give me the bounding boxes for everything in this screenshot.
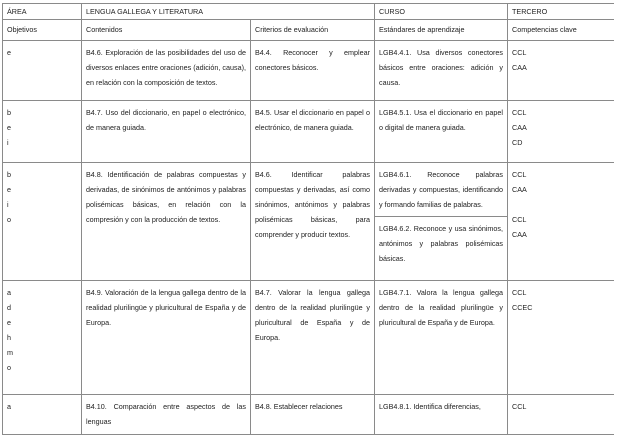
column-header-estandares: Estándares de aprendizaje [375, 20, 508, 41]
contenidos-cell: B4.9. Valoración de la lengua gallega dentro de la realidad plurilingüe y pluricultural de España y de Europa. [82, 281, 251, 395]
table-row [3, 395, 615, 435]
table-row [3, 281, 615, 395]
curriculum-table [2, 3, 614, 435]
objective-letter: h [7, 333, 11, 342]
competence-code: CCL [512, 215, 527, 224]
objective-letter: e [7, 318, 11, 327]
contenidos-cell: B4.6. Exploración de las posibilidades del uso de diversos enlaces entre oraciones (adición, causa), en relación con la composición de textos. [82, 41, 251, 101]
competence-code [512, 197, 610, 212]
objective-letter: o [7, 363, 11, 372]
standard-text: LGB4.8.1. Identifica diferencias, [379, 402, 481, 411]
criterios-cell: B4.6. Identificar palabras compuestas y derivadas, así como sinónimos, antónimos y palabras polisémicas básicas, para comprender y producir textos. [251, 163, 375, 281]
objective-letter: i [7, 138, 9, 147]
contenidos-cell: B4.10. Comparación entre aspectos de las lenguas [82, 395, 251, 435]
objective-letter: d [7, 303, 11, 312]
objective-letter: a [7, 288, 11, 297]
column-header-contenidos: Contenidos [82, 20, 251, 41]
criterios-cell: B4.8. Establecer relaciones [251, 395, 375, 435]
column-header-objetivos: Objetivos [3, 20, 82, 41]
objective-letter: i [7, 200, 9, 209]
estandares-cell [375, 163, 508, 281]
competence-code: CAA [512, 185, 527, 194]
column-header-competencias: Competencias clave [508, 20, 614, 41]
competence-code: CAA [512, 63, 527, 72]
competence-code: CAA [512, 230, 527, 239]
table-row [3, 101, 615, 163]
estandares-cell [375, 281, 508, 395]
subject-title: LENGUA GALLEGA Y LITERATURA [82, 4, 375, 20]
objetivos-cell [3, 163, 82, 281]
competence-code: CCL [512, 170, 527, 179]
objetivos-cell [3, 281, 82, 395]
contenidos-cell: B4.8. Identificación de palabras compuestas y derivadas, de sinónimos de antónimos y palabras polisémicas básicas, en relación con la compresión y con la producción de textos. [82, 163, 251, 281]
standard-text: LGB4.7.1. Valora la lengua gallega dentro de la realidad plurilingüe y pluricultural de España y de Europa. [379, 288, 504, 327]
estandares-cell [375, 41, 508, 101]
estandares-cell [375, 101, 508, 163]
objetivos-cell [3, 41, 82, 101]
area-label: ÁREA [3, 4, 82, 20]
competence-code: CCL [512, 402, 527, 411]
column-header-row [3, 20, 615, 41]
competencias-cell [508, 41, 614, 101]
column-header-criterios: Criterios de evaluación [251, 20, 375, 41]
competencias-cell [508, 395, 614, 435]
objective-letter: b [7, 170, 11, 179]
criterios-cell: B4.4. Reconocer y emplear conectores básicos. [251, 41, 375, 101]
course-value: TERCERO [508, 4, 614, 20]
estandares-cell [375, 395, 508, 435]
objective-letter: e [7, 123, 11, 132]
standard-text: LGB4.6.1. Reconoce palabras derivadas y compuestas, identificando y formando familias de palabras. [379, 170, 504, 209]
contenidos-cell: B4.7. Uso del diccionario, en papel o electrónico, de manera guiada. [82, 101, 251, 163]
competencias-cell [508, 163, 614, 281]
objective-letter: m [7, 348, 13, 357]
criterios-cell: B4.7. Valorar la lengua gallega dentro de la realidad plurilingüe y pluricultural de España y de Europa. [251, 281, 375, 395]
objetivos-cell [3, 395, 82, 435]
standard-text: LGB4.4.1. Usa diversos conectores básicos entre oraciones: adición y causa. [379, 48, 504, 87]
competence-code: CAA [512, 123, 527, 132]
competence-code: CCL [512, 288, 527, 297]
competence-code: CD [512, 138, 523, 147]
competence-code: CCEC [512, 303, 533, 312]
objetivos-cell [3, 101, 82, 163]
objective-letter: e [7, 185, 11, 194]
curriculum-sheet [2, 3, 614, 439]
objective-letter: b [7, 108, 11, 117]
table-row [3, 163, 615, 281]
standard-text: LGB4.5.1. Usa el diccionario en papel o digital de manera guiada. [379, 108, 504, 132]
header-row [3, 4, 615, 20]
competence-code: CCL [512, 108, 527, 117]
course-label: CURSO [375, 4, 508, 20]
standard-text: LGB4.6.2. Reconoce y usa sinónimos, antónimos y palabras polisémicas básicas. [375, 216, 507, 266]
competence-code: CCL [512, 48, 527, 57]
objective-letter: a [7, 402, 11, 411]
objective-letter: e [7, 48, 11, 57]
criterios-cell: B4.5. Usar el diccionario en papel o electrónico, de manera guiada. [251, 101, 375, 163]
competencias-cell [508, 281, 614, 395]
table-row [3, 41, 615, 101]
competencias-cell [508, 101, 614, 163]
objective-letter: o [7, 215, 11, 224]
